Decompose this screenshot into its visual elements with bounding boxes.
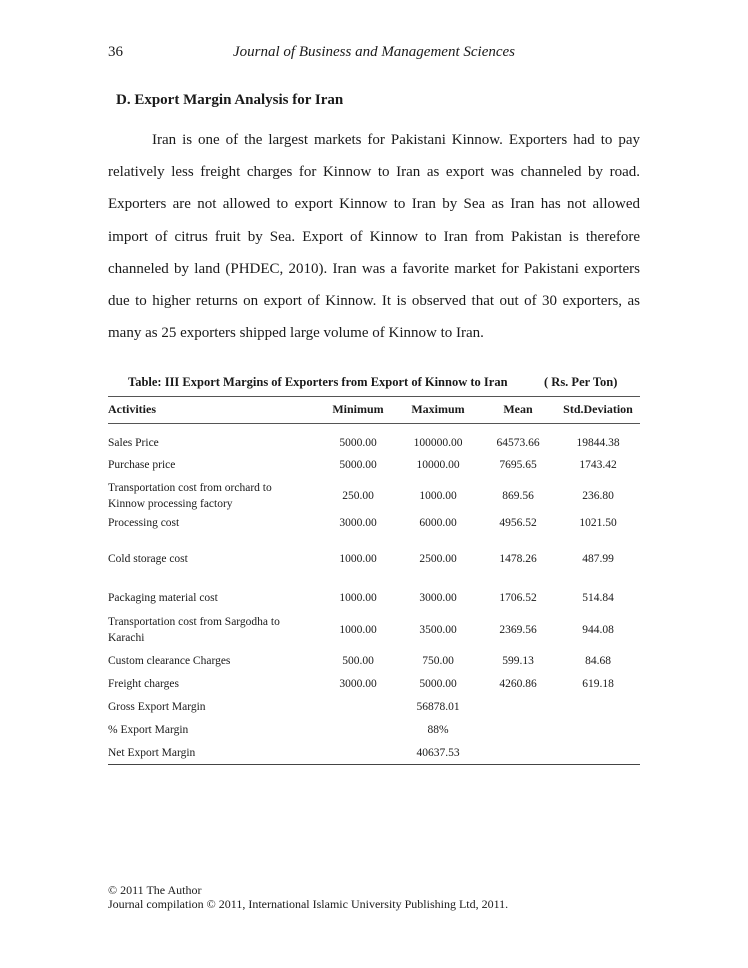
column-header: Maximum [396,397,480,424]
activity-cell: Sales Price [108,436,159,449]
empty-cell [556,696,640,719]
mean-cell: 2369.56 [499,623,537,636]
table-row [108,610,640,650]
std-deviation-cell: 236.80 [582,489,614,502]
minimum-cell: 3000.00 [339,678,377,690]
export-margin-table [108,396,640,765]
maximum-cell: 5000.00 [419,678,457,690]
mean-cell: 64573.66 [496,436,540,449]
std-deviation-cell: 1743.42 [579,459,617,471]
minimum-cell: 1000.00 [339,552,377,565]
table-row [108,543,640,587]
table-row [108,477,640,515]
std-deviation-cell: 1021.50 [579,516,617,529]
mean-cell: 1478.26 [499,552,537,565]
std-deviation-cell: 944.08 [582,623,614,636]
std-deviation-cell: 514.84 [582,592,614,604]
minimum-cell: 1000.00 [339,623,377,636]
maximum-cell: 3500.00 [419,623,457,636]
minimum-cell: 1000.00 [339,592,377,604]
std-deviation-cell: 84.68 [585,655,611,667]
summary-value: 40637.53 [320,742,556,765]
maximum-cell: 6000.00 [419,516,457,529]
page-number: 36 [108,44,123,60]
activity-cell: Transportation cost from orchard to Kinnow processing factory [108,481,272,510]
summary-value: 56878.01 [416,701,460,713]
mean-cell: 7695.65 [499,459,537,471]
activity-cell: Transportation cost from Sargodha to Karachi [108,615,280,644]
column-header: Std.Deviation [556,397,640,424]
mean-cell: 599.13 [502,655,534,667]
maximum-cell: 100000.00 [413,436,463,449]
section-heading: D. Export Margin Analysis for Iran [116,92,344,108]
empty-cell [556,719,640,742]
table-row [108,515,640,543]
minimum-cell: 3000.00 [339,516,377,529]
body-paragraph [108,124,640,349]
minimum-cell: 5000.00 [339,436,377,449]
maximum-cell: 1000.00 [419,489,457,502]
summary-label: % Export Margin [108,724,189,736]
table-caption: Table: III Export Margins of Exporters from Export of Kinnow to Iran [128,375,508,389]
copyright-line: © 2011 The Author [108,883,202,897]
mean-cell: 4260.86 [499,678,537,690]
mean-cell: 869.56 [502,489,534,502]
activity-cell: Custom clearance Charges [108,655,231,667]
page-footer [108,883,508,911]
minimum-cell: 5000.00 [339,459,377,471]
table-row [108,454,640,477]
maximum-cell: 3000.00 [419,592,457,604]
maximum-cell: 10000.00 [416,459,460,471]
table-unit: ( Rs. Per Ton) [544,375,618,389]
activity-cell: Processing cost [108,516,180,529]
table-row [108,587,640,610]
minimum-cell: 250.00 [342,489,374,502]
table-row [108,424,640,454]
summary-label: Gross Export Margin [108,701,206,713]
std-deviation-cell: 619.18 [582,678,614,690]
column-header: Minimum [320,397,396,424]
std-deviation-cell: 487.99 [582,552,614,565]
summary-row [108,742,640,765]
minimum-cell: 500.00 [342,655,374,667]
activity-cell: Cold storage cost [108,552,188,565]
summary-label: Net Export Margin [108,742,320,765]
summary-row [108,719,640,742]
activity-cell: Freight charges [108,678,180,690]
running-head: Journal of Business and Management Sciences [232,44,516,60]
summary-value: 88% [427,724,449,736]
column-header: Mean [480,397,556,424]
maximum-cell: 2500.00 [419,552,457,565]
mean-cell: 4956.52 [499,516,537,529]
journal-compilation-line: Journal compilation © 2011, International Islamic University Publishing Ltd, 2011. [108,897,509,911]
table-row [108,673,640,696]
mean-cell: 1706.52 [499,592,537,604]
table-row [108,650,640,673]
empty-cell [556,742,640,765]
column-header: Activities [108,397,320,424]
table-header-row [108,397,640,424]
activity-cell: Packaging material cost [108,592,218,604]
summary-row [108,696,640,719]
std-deviation-cell: 19844.38 [576,436,620,449]
paragraph-text: Iran is one of the largest markets for Pakistani Kinnow. Exporters had to pay relatively less freight charges for Kinnow to Iran as export was channeled by road. Exporters are not allowed to export Kinnow to Iran by Sea as Iran has not allowed import of citrus fruit by Sea. Export of Kinnow to Iran from Pakistan is therefore channeled by land (PHDEC, 2010). Iran was a favorite market for Pakistani exporters due to higher returns on export of Kinnow. It is observed that out of 30 exporters, as many as 25 exporters shipped large volume of Kinnow to Iran. [108,132,640,342]
maximum-cell: 750.00 [422,655,454,667]
activity-cell: Purchase price [108,459,176,471]
